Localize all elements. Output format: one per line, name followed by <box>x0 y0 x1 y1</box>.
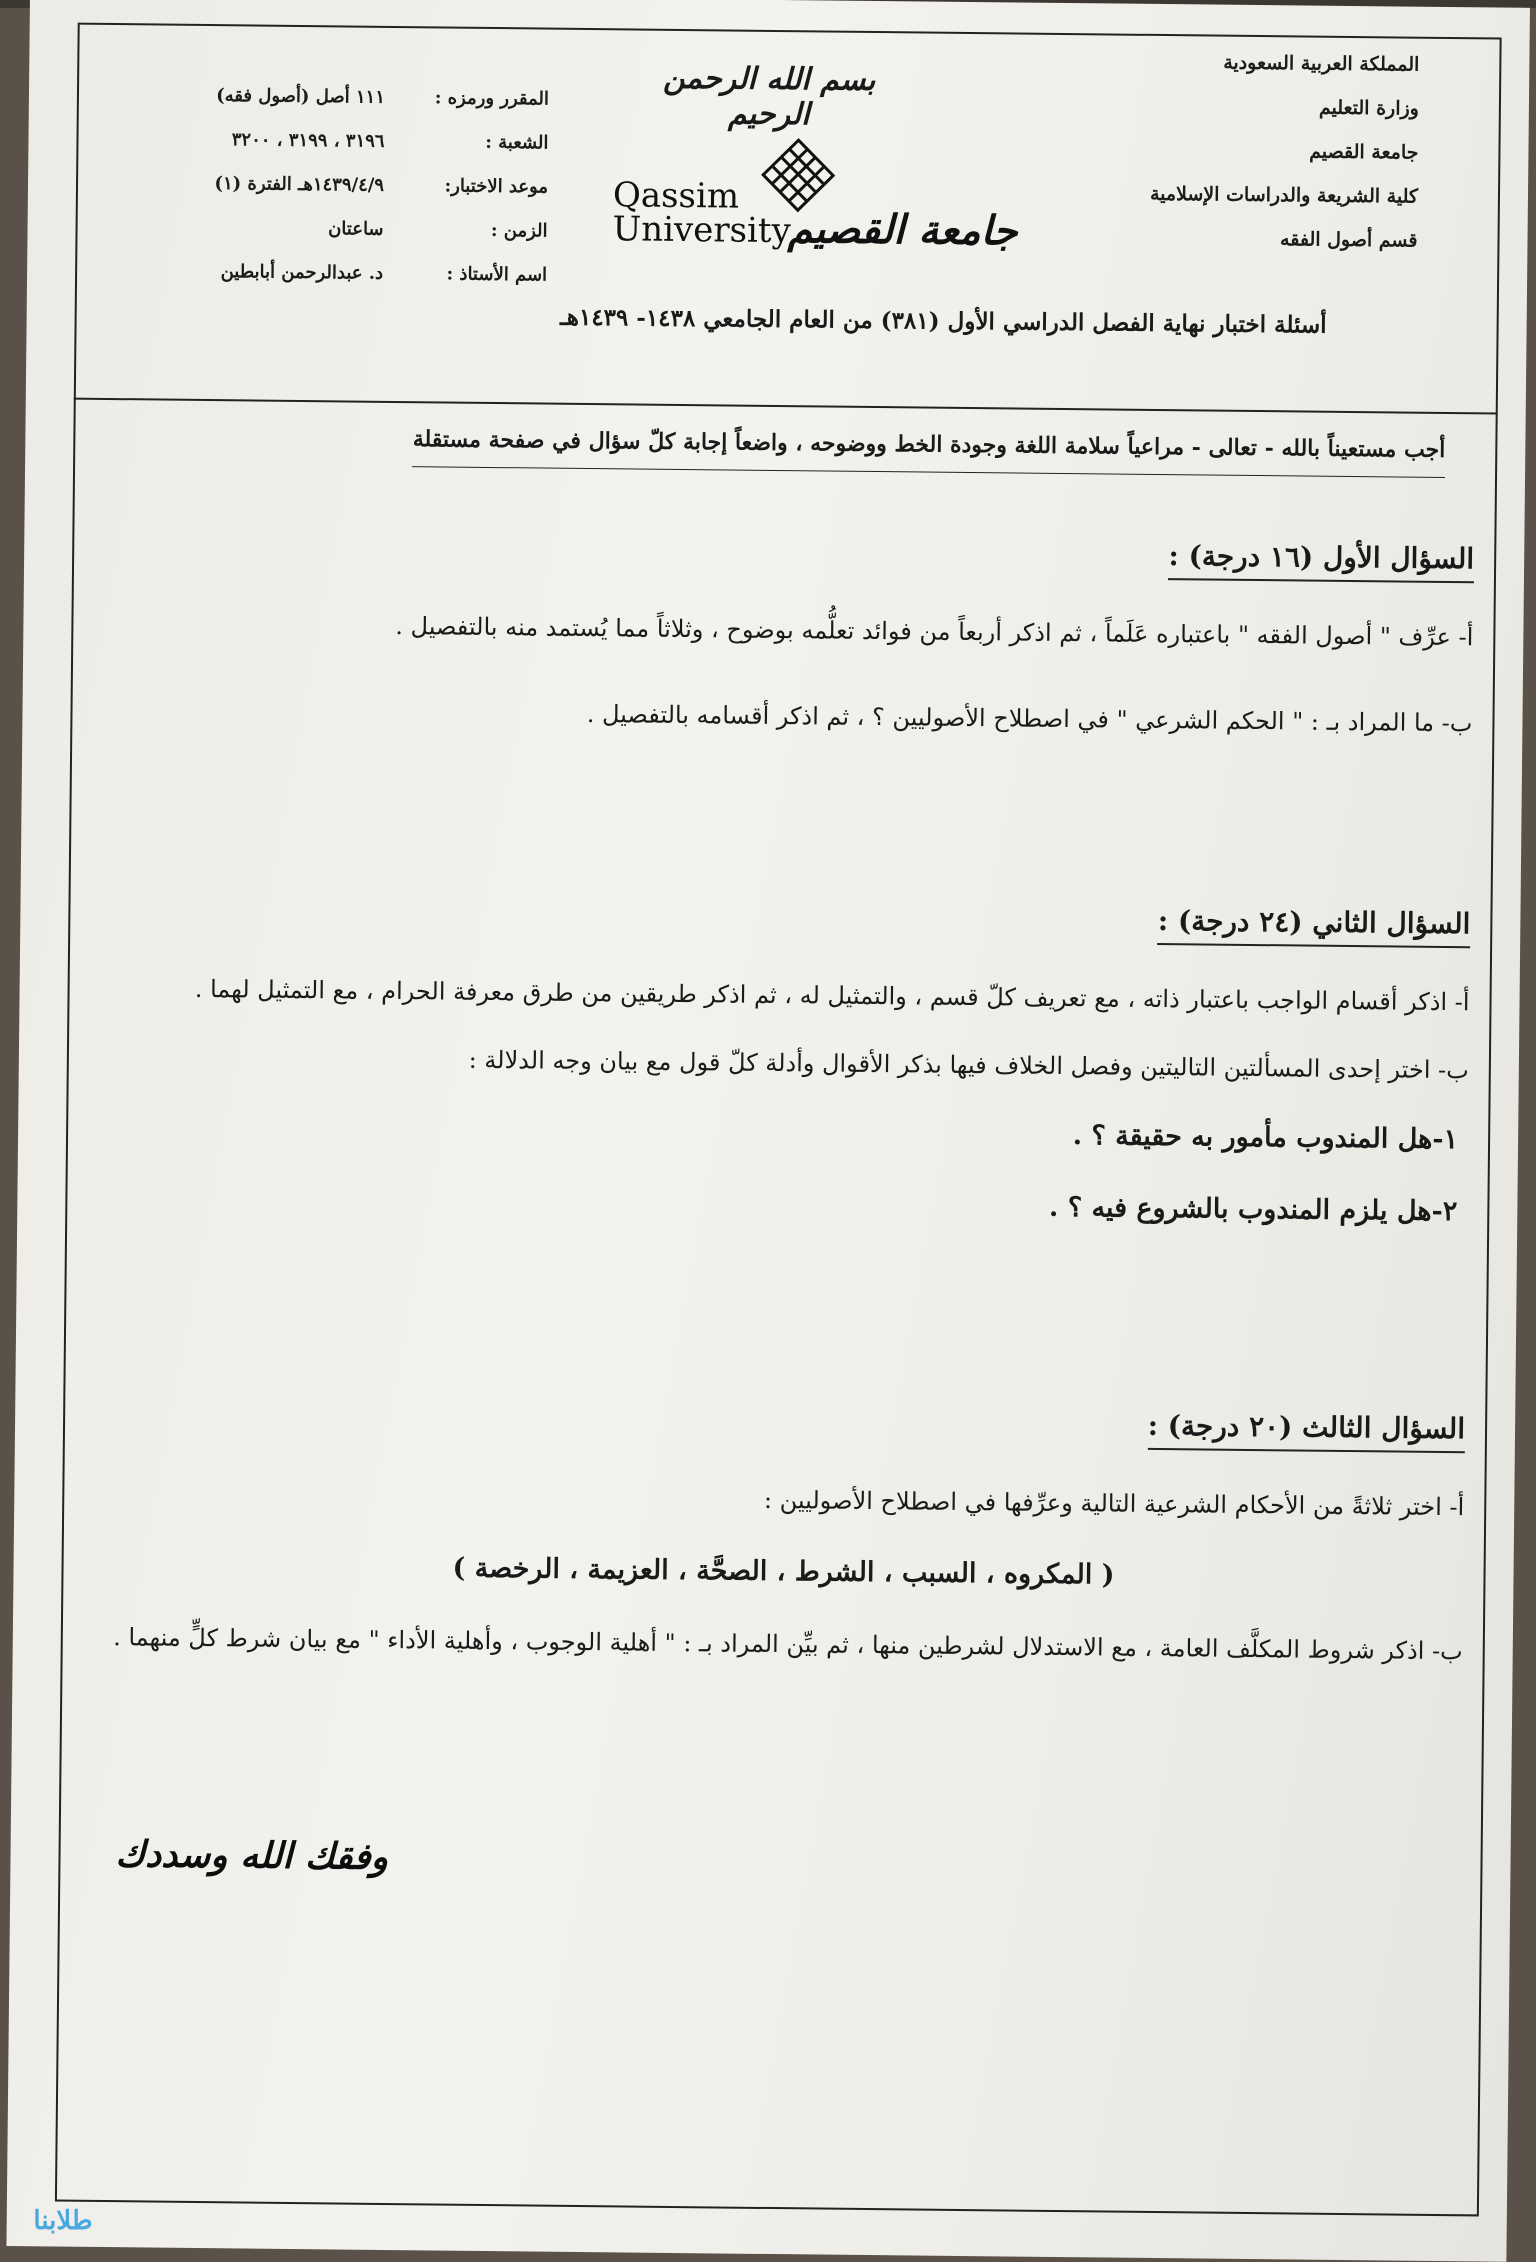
signoff-signature: وفقك الله وسددك <box>115 1833 389 1878</box>
duration-row: الزمن : ساعتان <box>328 218 548 242</box>
question-2-option-1: ١-هل المندوب مأمور به حقيقة ؟ . <box>1072 1120 1459 1156</box>
department-line: قسم أصول الفقه <box>1279 228 1418 252</box>
university-line: جامعة القصيم <box>1309 140 1419 164</box>
question-1 <box>112 528 1474 757</box>
question-3-part-a: أ- اختر ثلاثةً من الأحكام الشرعية التالية وعرِّفها في اصطلاح الأصوليين : <box>763 1485 1465 1522</box>
basmala: بسم الله الرحمن الرحيم <box>662 60 876 133</box>
college-line: كلية الشريعة والدراسات الإسلامية <box>1149 182 1419 208</box>
exam-date-row: موعد الاختبار: ١٤٣٩/٤/٩هـ الفترة (١) <box>214 173 549 198</box>
instructor-row: اسم الأستاذ : د. عبدالرحمن أبابطين <box>220 261 548 286</box>
question-2-heading: السؤال الثاني (٢٤ درجة) : <box>1158 904 1471 948</box>
question-3-heading: السؤال الثالث (٢٠ درجة) : <box>1147 1409 1465 1453</box>
university-logo <box>612 133 1018 257</box>
question-1-heading: السؤال الأول (١٦ درجة) : <box>1168 539 1474 583</box>
logo-arabic-text: جامعة القصيم <box>787 205 1018 255</box>
question-2-part-b: ب- اختر إحدى المسألتين التاليتين وفصل الخلاف فيها بذكر الأقوال وأدلة كلّ قول مع بيان وجه الدلالة : <box>468 1045 1469 1085</box>
logo-english-text: Qassim University <box>612 175 791 252</box>
ministry-line: وزارة التعليم <box>1318 96 1420 120</box>
question-3 <box>102 1398 1465 1685</box>
site-watermark: طلابنا <box>33 2206 93 2236</box>
country-line: المملكة العربية السعودية <box>1223 51 1420 76</box>
course-row: المقرر ورمزه : ١١١ أصل (أصول فقه) <box>216 85 550 110</box>
question-2 <box>107 893 1470 1248</box>
question-1-part-b: ب- ما المراد بـ : " الحكم الشرعي " في اصطلاح الأصوليين ؟ ، ثم اذكر أقسامه بالتفصيل . <box>586 700 1473 738</box>
question-2-option-2: ٢-هل يلزم المندوب بالشروع فيه ؟ . <box>1048 1191 1458 1228</box>
question-3-choices: ( المكروه ، السبب ، الشرط ، الصحَّة ، العزيمة ، الرخصة ) <box>452 1552 1115 1591</box>
section-row: الشعبة : ٣١٩٦ ، ٣١٩٩ ، ٣٢٠٠ <box>231 129 549 154</box>
question-2-part-a: أ- اذكر أقسام الواجب باعتبار ذاته ، مع تعريف كلّ قسم ، والتمثيل له ، ثم اذكر طريقين من طرق معرفة الحرام ، مع التمثيل لهما . <box>194 974 1470 1017</box>
exam-paper <box>6 0 1530 2262</box>
course-info-block <box>127 73 549 297</box>
institution-block <box>1037 39 1419 263</box>
question-1-part-a: أ- عرِّف " أصول الفقه " باعتباره عَلَماً ، ثم اذكر أربعاً من فوائد تعلُّمه بوضوح ، وثلاثاً مما يُستمد منه بالتفصيل . <box>395 612 1474 652</box>
instructions-text: أجب مستعيناً بالله - تعالى - مراعياً سلامة اللغة وجودة الخط ووضوحه ، واضعاً إجابة كلّ سؤال في صفحة مستقلة <box>412 416 1445 478</box>
question-3-part-b: ب- اذكر شروط المكلَّف العامة ، مع الاستدلال لشرطين منها ، ثم بيِّن المراد بـ : " أهلية الوجوب ، وأهلية الأداء " مع بيان شرط كلٍّ منهما . <box>113 1623 1463 1666</box>
exam-title: أسئلة اختبار نهاية الفصل الدراسي الأول (٣٨١) من العام الجامعي ١٤٣٨- ١٤٣٩هـ <box>559 303 1327 339</box>
